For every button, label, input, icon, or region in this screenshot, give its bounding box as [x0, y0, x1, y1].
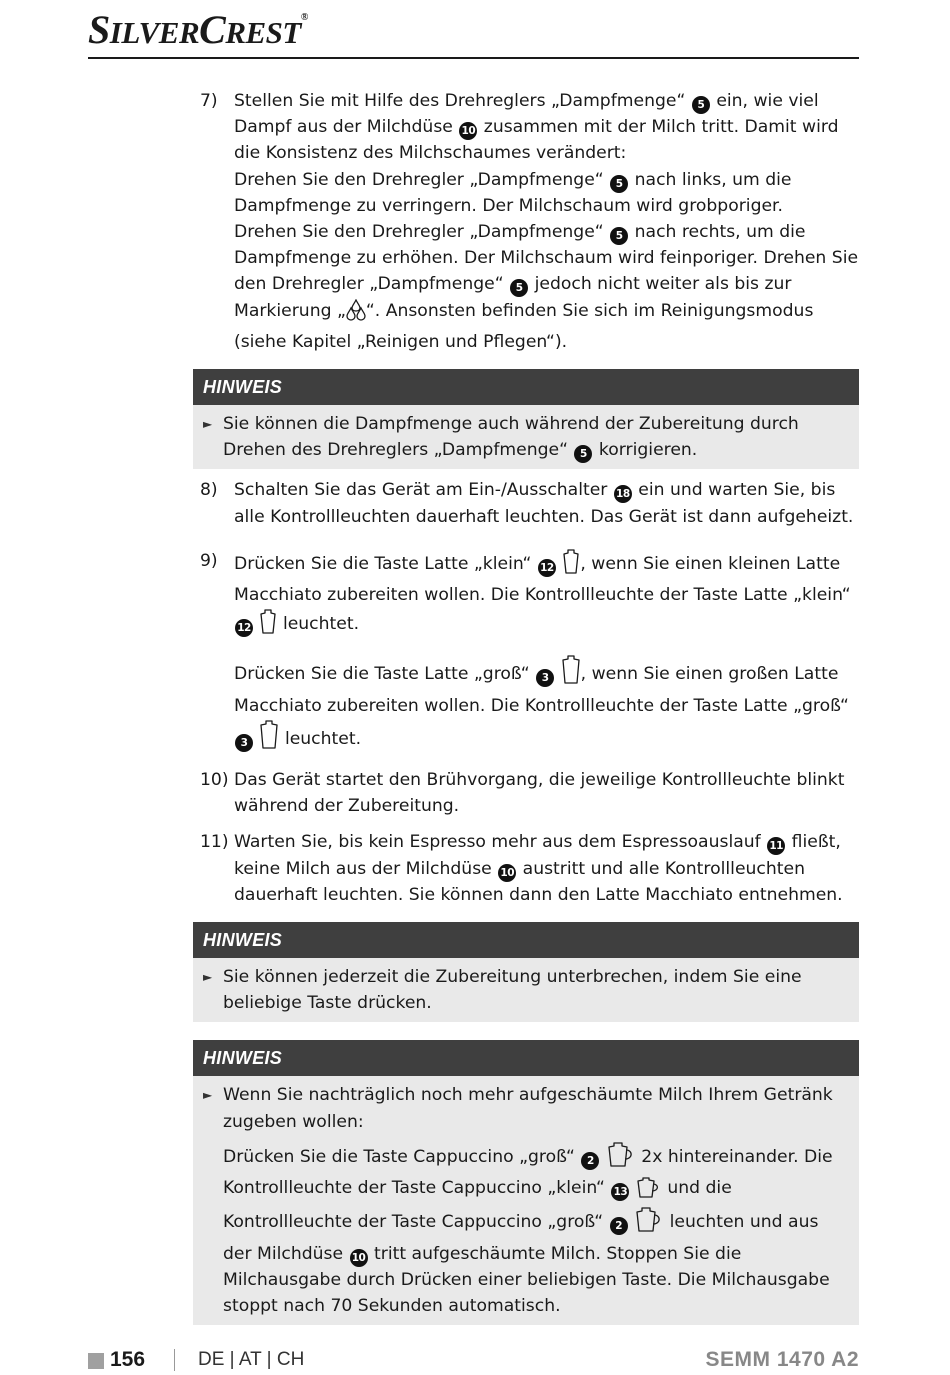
cappuccino-cup-icon — [634, 1206, 664, 1240]
header-rule — [88, 57, 859, 59]
hinweis-title: HINWEIS — [193, 369, 859, 405]
ref-12-badge: 12 — [538, 559, 556, 577]
hinweis-box-1 — [193, 369, 859, 469]
hinweis-bullet — [203, 1082, 849, 1319]
step-number: 10) — [200, 770, 229, 791]
step-number: 11) — [200, 832, 229, 853]
silvercrest-logo: SILVERCREST® — [88, 7, 308, 52]
ref-5-badge: 5 — [610, 227, 628, 245]
hinweis-title: HINWEIS — [193, 922, 859, 958]
footer-languages: DE | AT | CH — [198, 1349, 305, 1370]
ref-18-badge: 18 — [614, 485, 632, 503]
step-7-paragraph-3: Drehen Sie den Drehregler „Dampfmenge“ 5 nach rechts, um die Dampfmenge zu erhöhen. Der Milchschaum wird feinporiger. Drehen Sie den Drehregler „Dampfmenge“ 5 jedoch nicht weiter als bis zur Markierung „ “. Ansonsten befinden Sie sich im Reinigungsmodus (siehe Kapitel „Reinigen und Pflegen“). — [234, 222, 859, 352]
latte-glass-icon — [259, 608, 277, 642]
cappuccino-cup-icon — [606, 1141, 636, 1175]
page-footer — [88, 1347, 859, 1375]
ref-5-badge: 5 — [692, 96, 710, 114]
cappuccino-cup-icon — [636, 1176, 662, 1206]
latte-glass-icon — [562, 548, 580, 582]
ref-13-badge: 13 — [611, 1183, 629, 1201]
step-7-paragraph-2: Drehen Sie den Drehregler „Dampfmenge“ 5 nach links, um die Dampfmenge zu verringern. Der Milchschaum wird grobporiger. — [234, 169, 792, 216]
hinweis-bullet: ► Sie können jederzeit die Zubereitung unterbrechen, indem Sie eine beliebige Taste drücken. — [203, 964, 849, 1016]
ref-11-badge: 11 — [767, 837, 785, 855]
hinweis-3-paragraph-2: Drücken Sie die Taste Cappuccino „groß“ 2 2x hintereinander. Die Kontrollleuchte der Taste Cappuccino „klein“ 13 und die Kontrollleuchte der Taste Cappuccino „groß“ 2 leuchten und aus der Milchdüse 10 tritt aufgeschäumte Milch. Stoppen Sie die Milchausgabe durch Drücken einer beliebigen Taste. Die Milchausgabe stoppt nach 70 Sekunden automatisch. — [223, 1141, 849, 1319]
hinweis-box-2 — [193, 922, 859, 1022]
hinweis-3-paragraph-1: Wenn Sie nachträglich noch mehr aufgeschäumte Milch Ihrem Getränk zugeben wollen: — [223, 1085, 833, 1132]
page-content — [193, 88, 859, 1325]
steam-drops-icon — [346, 299, 366, 329]
ref-5-badge: 5 — [510, 279, 528, 297]
ref-5-badge: 5 — [610, 175, 628, 193]
step-7-paragraph-1: Stellen Sie mit Hilfe des Drehreglers „Dampfmenge“ 5 ein, wie viel Dampf aus der Milchdüse 10 zusammen mit der Milch tritt. Damit wird die Konsistenz des Milchschaumes verändert: — [234, 91, 839, 164]
step-7 — [193, 88, 859, 355]
hinweis-bullet: ► Sie können die Dampfmenge auch während der Zubereitung durch Drehen des Drehreglers „Dampfmenge“ 5 korrigieren. — [203, 411, 849, 463]
step-number: 8) — [200, 480, 218, 501]
ref-2-badge: 2 — [581, 1152, 599, 1170]
latte-glass-icon — [259, 719, 279, 757]
ref-10-badge: 10 — [459, 122, 477, 140]
step-8: 8) Schalten Sie das Gerät am Ein-/Ausschalter 18 ein und warten Sie, bis alle Kontrollleuchten dauerhaft leuchten. Das Gerät ist dann aufgeheizt. — [193, 477, 859, 529]
footer-model: SEMM 1470 A2 — [705, 1348, 859, 1371]
step-number: 9) — [200, 550, 218, 571]
footer-square-marker — [88, 1353, 104, 1369]
step-9-paragraph-2: Drücken Sie die Taste Latte „groß“ 3 , wenn Sie einen großen Latte Macchiato zubereiten wollen. Die Kontrollleuchte der Taste Latte „groß“ 3 leuchtet. — [234, 654, 859, 757]
page-number: 156 — [110, 1348, 146, 1371]
step-11: 11) Warten Sie, bis kein Espresso mehr aus dem Espressoauslauf 11 fließt, keine Milch aus der Milchdüse 10 austritt und alle Kontrollleuchten dauerhaft leuchten. Sie können dann den Latte Macchiato entnehmen. — [193, 829, 859, 908]
hinweis-box-3 — [193, 1040, 859, 1325]
ref-10-badge: 10 — [498, 864, 516, 882]
ref-3-badge: 3 — [536, 669, 554, 687]
triangle-bullet-icon: ► — [203, 970, 213, 985]
ref-3-badge: 3 — [235, 734, 253, 752]
ref-5-badge: 5 — [574, 445, 592, 463]
ref-2-badge: 2 — [610, 1217, 628, 1235]
step-9 — [193, 548, 859, 757]
step-9-paragraph-1: Drücken Sie die Taste Latte „klein“ 12 , wenn Sie einen kleinen Latte Macchiato zubereiten wollen. Die Kontrollleuchte der Taste Latte „klein“ 12 leuchtet. — [234, 548, 859, 643]
triangle-bullet-icon: ► — [203, 417, 213, 432]
step-10: 10) Das Gerät startet den Brühvorgang, die jeweilige Kontrollleuchte blinkt während der Zubereitung. — [193, 767, 859, 819]
ref-12-badge: 12 — [235, 619, 253, 637]
step-number: 7) — [200, 91, 218, 111]
latte-glass-icon — [561, 654, 581, 692]
footer-divider — [174, 1349, 175, 1371]
hinweis-title: HINWEIS — [193, 1040, 859, 1076]
triangle-bullet-icon: ► — [203, 1088, 213, 1103]
ref-10-badge: 10 — [350, 1249, 368, 1267]
